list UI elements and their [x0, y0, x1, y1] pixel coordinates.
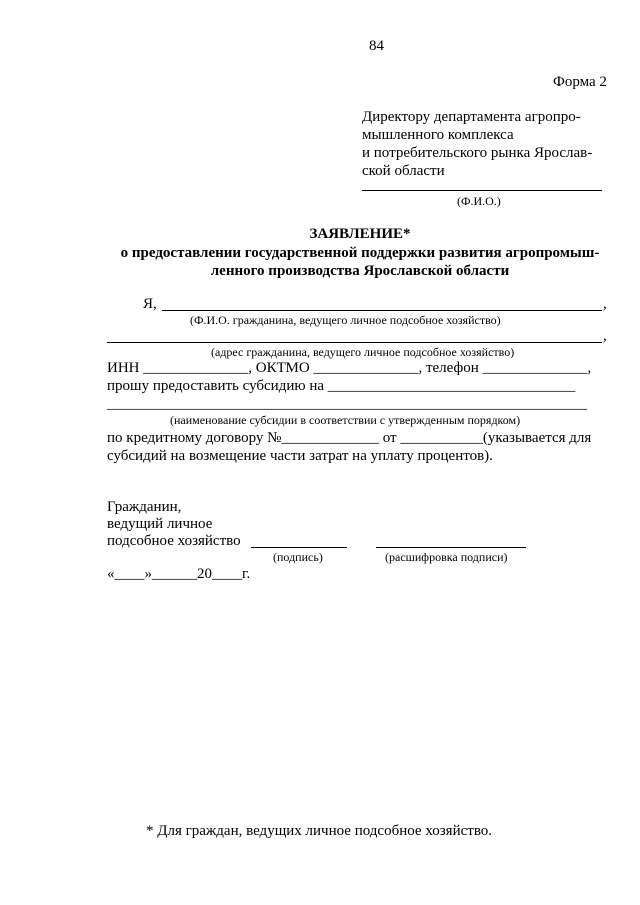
fio-caption: (Ф.И.О. гражданина, ведущего личное подсобное хозяйство): [190, 313, 501, 327]
address-field-line[interactable]: [107, 342, 602, 343]
signature-line[interactable]: [251, 547, 347, 548]
subsidy-caption: (наименование субсидии в соответствии с утвержденным порядком): [170, 413, 521, 427]
ya-label: Я,: [143, 296, 157, 312]
address-caption: (адрес гражданина, ведущего личное подсобное хозяйство): [211, 345, 515, 359]
inn-oktmo-phone-line: ИНН ______________, ОКТМО ______________, телефон ______________,: [107, 360, 592, 376]
subsidy-name-line: ________________________________________________________________: [107, 396, 587, 412]
addressee-line: Директору департамента агропро-: [362, 109, 581, 125]
signer-label: ведущий личное: [107, 516, 213, 532]
credit-agreement-line: по кредитному договору №_____________ от ___________(указывается для: [107, 430, 592, 446]
signature-caption: (подпись): [273, 550, 323, 564]
document-subtitle-line: ленного производства Ярославской области: [210, 263, 510, 279]
page-number: 84: [369, 38, 384, 54]
signature-decode-caption: (расшифровка подписи): [385, 550, 508, 564]
signer-label: подсобное хозяйство: [107, 533, 241, 549]
comma: ,: [603, 328, 607, 344]
footnote: * Для граждан, ведущих личное подсобное хозяйство.: [146, 823, 493, 839]
signer-label: Гражданин,: [107, 499, 182, 515]
addressee-block: [362, 108, 612, 180]
addressee-line: ской области: [362, 163, 445, 179]
document-title: ЗАЯВЛЕНИЕ*: [309, 226, 411, 242]
date-line: «____»______20____г.: [107, 566, 251, 582]
addressee-line: и потребительского рынка Ярослав-: [362, 145, 593, 161]
addressee-fio-caption: (Ф.И.О.): [457, 194, 501, 208]
addressee-line: мышленного комплекса: [362, 127, 514, 143]
fio-field-line[interactable]: [162, 310, 602, 311]
signature-decode-line[interactable]: [376, 547, 526, 548]
form-label: Форма 2: [553, 74, 607, 90]
comma: ,: [603, 296, 607, 312]
credit-agreement-line-2: субсидий на возмещение части затрат на уплату процентов).: [107, 448, 493, 464]
fio-underline: [362, 190, 602, 191]
document-subtitle-line: о предоставлении государственной поддержки развития агропромыш-: [120, 245, 600, 261]
subsidy-request-line: прошу предоставить субсидию на _________________________________: [107, 378, 576, 394]
